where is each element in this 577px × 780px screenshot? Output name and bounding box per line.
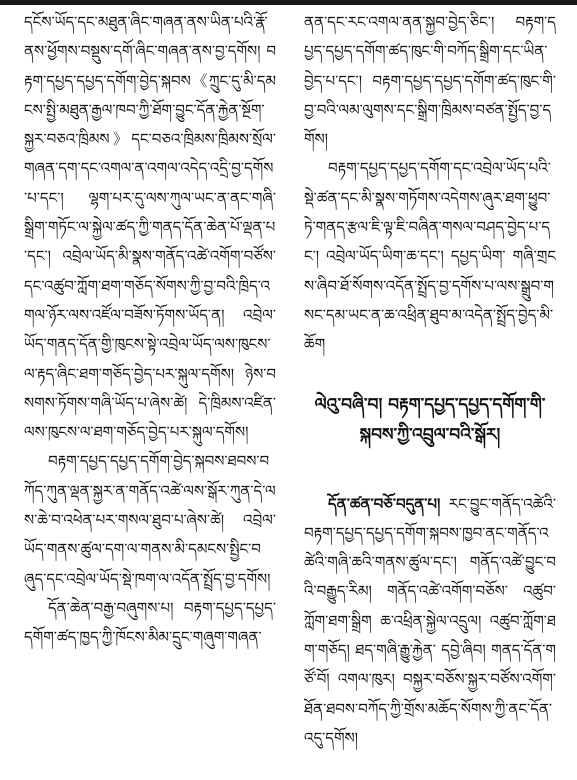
body-paragraph: བརྟག་དཔྱད་དཔྱད་དགོག་བྱེད་སྐབས་ཐབས་བཀོད་ཀུན་ལྡན་སྐྱར་ན་གནོད་འཚེ་ལས་སྒོར་ཀུན་དེ་ལས་ཆེ་བ་འཕེན་པར་གསལ་ཐུབ་པ་ཞེས་ཚེ། འབྲེལ་ཡོད་གནས་ཚུལ་དག་ལ་གནས་མི་དམངས་སྤྱིང་བཞུད་དང་འབྲེལ་ཡོད་སྡེ་ཁག་ལ་འདོན་སྤྲོད་བྱ་དགོས།: [24, 452, 276, 588]
body-paragraph: ནན་དང་རང་འགལ་ནན་སྐྱབ་བྱེད་ཅིང་། བརྟག་དཔྱད་དཔྱད་དགོག་ཚད་ཁུང་གི་བཀོད་སྒྲིག་དང་ཡིན་བྱེད་པ་དང་། བརྟག་དཔྱད་དཔྱད་དགོག་ཚད་ཁུང་གི་བྱ་བའི་ལམ་ལུགས་དང་སྒྲིག་ཁྲིམས་བཙན་སྤྱོད་བྱ་དགོས།: [304, 13, 556, 149]
left-column: [24, 8, 276, 773]
article-paragraph: [304, 490, 556, 754]
article-number: དོན་ཚན་བཅོ་བདུན་པ།: [328, 494, 441, 513]
chapter-heading: ལེའུ་བཞི་བ། བརྟག་དཔྱད་དཔྱད་དགོག་གི་སྐབས་ཀྱི་འབྲུལ་བའི་སྒོར།: [314, 394, 546, 445]
article-body: རང་བྱུང་གནོད་འཚེའི་བརྟག་དཔྱད་དཔྱད་དགོག་སྐབས་ཁྱབ་ནང་གནོད་འཚེའི་གཞི་ཆའི་གནས་ཚུལ་དང་། གནོད་འཚེ་བྱུང་བའི་བརྒྱུད་རིམ། གནོད་འཚེ་འགོག་བཅོས་ འཚུབ་ཀློག་ཐག་སྒྲིག ཆ་འཕྲིན་སྐྱེལ་འདྲུལ། འཚུབ་ཀློག་ཐག་གཅོད། ཐད་གཞི་རྒྱུ་རྐྱེན་ དབྱེ་ཞིབ། གནད་དོན་གཙོ་བོ། འགལ་ཁུར། བསྐྱར་བཅོས་སྐྱར་བཙོས་འགོག་ཐོན་ཐབས་བཀོད་ཀྱི་གྲོས་མཆོད་སོགས་ཀྱི་ནང་དོན་འདུ་དགོས།: [304, 494, 556, 747]
document-page: [24, 8, 556, 773]
body-paragraph: དོན་ཆེན་བརྒྱ་བཞུགས་པ། བརྟག་དཔྱད་དཔྱད་དགོག་ཚད་ཁྱད་ཀྱི་ཁོངས་མིམ་དྲུང་གཞུག་གཞན་: [24, 598, 276, 647]
top-rule: [0, 0, 577, 5]
right-column: [304, 8, 556, 773]
body-paragraph: བརྟག་དཔྱད་དཔྱད་དགོག་དང་འབྲེལ་ཡོད་པའི་སྡེ་ཚན་དང་མི་སྣས་གཏོགས་འདེགས་ཞུར་ཐག་ཕྱུབ་ཏེ་གནད་རྩལ་ཇི་ལྟ་ཇི་བཞིན་གསལ་བཤད་བྱེད་པ་དང་། འབྲེལ་ཡོད་ཡིག་ཆ་དང་། དཔྱད་ཡིག་ གཞི་གྲངས་ཞིབ་ཐོ་སོགས་འདོན་སྤྲོད་བྱ་དགོས་པ་ལས་སྒྲུབ་གསང་དམ་ཡང་ན་ཆ་འཕྲིན་ཐུབ་མ་འདེན་སྤྲོད་བྱེད་མི་ཆོག: [304, 159, 556, 354]
body-paragraph: དངོས་ཡོད་དང་མཐུན་ཞིང་གཞན་ནས་ཡིན་པའི་རྣོ་ནས་ཕྱོགས་བསྡུས་དགོ་ཞིང་གཞན་ནས་བྱ་དགོས། བརྟག་དཔྱད་དཔྱད་དགོག་བྱེད་སྐབས《ཀྲུང་དུ་མི་དམངས་སྤྱི་མཐུན་རྒྱལ་ཁབ་ཀྱི་ཐོག་བྱུང་དོན་རྐྱེན་སྔོག་སྐྱར་བཅའ་ཁྲིམས》དང་བཅའ་ཁྲིམས་ཁྲིམས་སྲོལ་གཞན་དག་དང་འགལ་ན་འགལ་འདེད་འདྲི་བྱ་དགོས་པ་དང་། ལྷག་པར་དུ་ལས་ཀུལ་ཡང་ན་ནང་གཞི་སྒྲིག་གཏོང་ལ་སྐྱེལ་ཚད་ཀྱི་གནད་དོན་ཆེན་པོ་ལྡན་པ་དང་། འབྲེལ་ཡོད་མི་སྣས་གནོད་འཚེ་འགོག་བཙོས་དང་འཚུབ་ཀློག་ཐག་གཅོད་སོགས་ཀྱི་བྱ་བའི་ཁྲིད་འགལ་ཉོར་ལས་འཛོལ་བཟོས་ཏོགས་ཡོད་ན། འབྲེལ་ཡོད་གནད་དོན་གྱི་ཁུངས་སྟེ་འབྲེལ་ཡོད་ལས་ཁུངས་ལ་རྟད་ཞིང་ཐག་གཅོད་བྱེད་པར་སྐུལ་དགོས། ཉེས་བསགས་ཏོགས་གཞི་ཡོད་པ་ཞེས་ཚེ། དེ་ཁྲིམས་འཛིན་ལས་ཁུངས་ལ་ཐག་གཅོད་བྱེད་པར་སྐུལ་དགོས།: [24, 13, 276, 442]
